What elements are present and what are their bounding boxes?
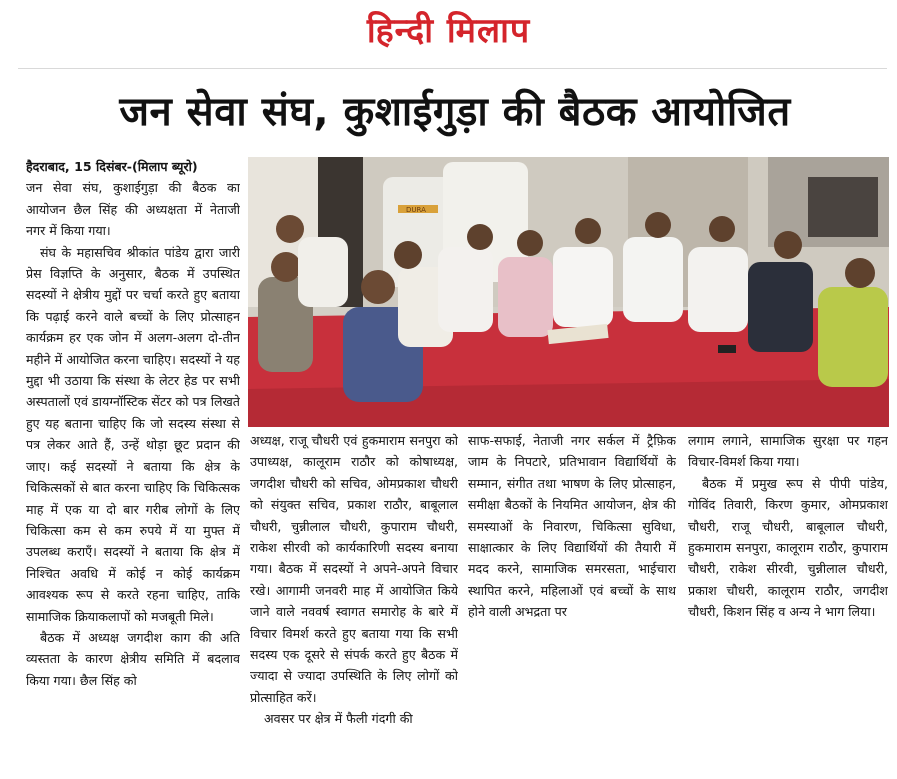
dateline: हैदराबाद, 15 दिसंबर-(मिलाप ब्यूरो): [26, 159, 198, 174]
article-column-4: [688, 430, 888, 770]
paragraph: बैठक में प्रमुख रूप से पीपी पांडेय, गोविंद तिवारी, किरण कुमार, ओमप्रकाश चौधरी, राजू चौधरी, बाबूलाल चौधरी, हुकमाराम सनपुरा, कालूराम राठौर, कुपाराम चौधरी, राकेश सीरवी, चुन्नीलाल चौधरी, प्रकाश चौधरी, कालूराम राठौर, जगदीश चौधरी, किशन सिंह व अन्य ने भाग लिया।: [688, 475, 888, 620]
paragraph: संघ के महासचिव श्रीकांत पांडेय द्वारा जारी प्रेस विज्ञप्ति के अनुसार, बैठक में उपस्थित सदस्यों ने क्षेत्रीय मुद्दों पर चर्चा करते हुए बताया कि पढ़ाई करने वाले बच्चों के लिए प्रोत्साहन कार्यक्रम हर एक जोन में अलग-अलग दो-तीन महीने में आयोजित करना चाहिए। सदस्यों ने यह मुद्दा भी उठाया कि संस्था के लेटर हेड पर सभी अस्पतालों एवं डायग्नॉस्टिक सेंटर को पत्र लिखते हुए यह बताना चाहिए कि जो सदस्य संस्था से पत्र लेकर आते हैं, उन्हें थोड़ा छूट प्रदान की जाए। कई सदस्यों ने बताया कि क्षेत्र के चिकित्सकों से बात करना चाहिए कि चिकित्सक माह में एक या दो बार गरीब लोगों के लिए चिकित्सा कम से कम रुपये में या मुफ्त में उपलब्ध कराएँ। सदस्यों ने बताया कि क्षेत्र में निश्चित अवधि में कोई न कोई कार्यक्रम आवश्यक रूप से करते रहना चाहिए, ताकि सामाजिक क्रियाकलापों को मजबूती मिले।: [26, 244, 240, 624]
masthead: [0, 6, 897, 52]
paragraph: बैठक में अध्यक्ष जगदीश काग की अति व्यस्तता के कारण क्षेत्रीय समिति में बदलाव किया गया। छैल सिंह को: [26, 629, 240, 688]
paragraph: अध्यक्ष, राजू चौधरी एवं हुकमाराम सनपुरा को उपाध्यक्ष, कालूराम राठौर को कोषाध्यक्ष, जगदीश चौधरी को सचिव, ओमप्रकाश चौधरी को संयुक्त सचिव, प्रकाश राठौर, बाबूलाल चौधरी, चुन्नीलाल चौधरी, कुपाराम चौधरी, राकेश सीरवी को कार्यकारिणी सदस्य बनाया गया। बैठक में सदस्यों ने अपने-अपने विचार रखे। आगामी जनवरी माह में आयोजित किये जाने वाले नववर्ष स्वागत समारोह के बारे में विचार विमर्श करते हुए बताया गया कि सभी सदस्य एक दूसरे से संपर्क करते हुए बैठक में ज्यादा से ज्यादा उपस्थिति के लिए लोगों को प्रोत्साहित करें।: [250, 433, 458, 705]
meeting-photo-illustration: [248, 157, 889, 427]
masthead-logo: हिन्दी मिलाप: [366, 11, 531, 51]
paragraph: अवसर पर क्षेत्र में फैली गंदगी की: [264, 711, 413, 727]
article-column-2: [250, 430, 458, 770]
paragraph: [26, 156, 240, 242]
article-column-1: [26, 156, 240, 772]
article-column-3: [468, 430, 676, 770]
tank-label: DURA: [406, 206, 426, 214]
paragraph-text: जन सेवा संघ, कुशाईगुड़ा की बैठक का आयोजन छैल सिंह की अध्यक्षता में नेताजी नगर में किया गया।: [26, 180, 240, 239]
headline: जन सेवा संघ, कुशाईगुड़ा की बैठक आयोजित: [119, 89, 791, 135]
paragraph: साफ-सफाई, नेताजी नगर सर्कल में ट्रैफ़िक जाम के निपटारे, प्रतिभावान विद्यार्थियों के सम्मान, संगीत तथा भाषण के लिए प्रोत्साहन, समीक्षा बैठकों के नियमित आयोजन, क्षेत्र की समस्याओं के निवारण, चिकित्सा सुविधा, साक्षात्कार के लिए विद्यार्थियों की तैयारी में मदद करने, सामाजिक समरसता, भाईचारा स्थापित करने, महिलाओं एवं बच्चों के साथ होने वाली अभद्रता पर: [468, 433, 676, 620]
paragraph: लगाम लगाने, सामाजिक सुरक्षा पर गहन विचार-विमर्श किया गया।: [688, 433, 888, 470]
article-photo: [248, 157, 889, 427]
masthead-divider: [18, 68, 887, 69]
